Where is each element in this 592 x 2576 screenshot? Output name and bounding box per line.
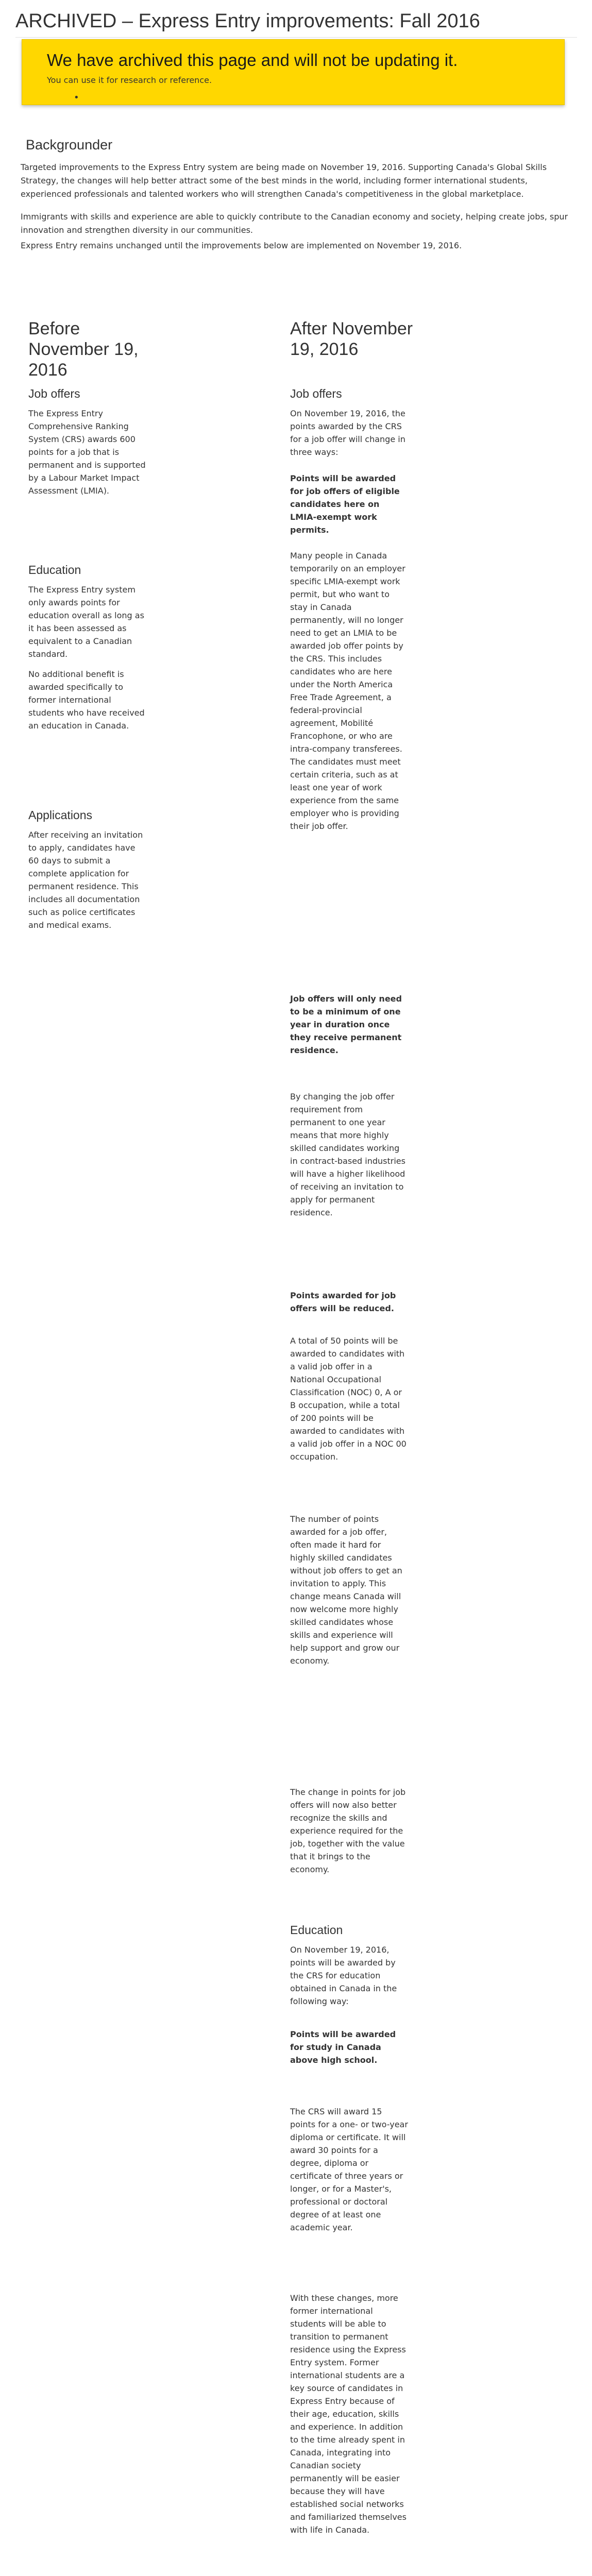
after-job-offers-point-2: Job offers will only need to be a minimum of one year in duration once they receive permanent residence. <box>290 994 402 1055</box>
after-education-intro: On November 19, 2016, points will be awarded by the CRS for education obtained in Canada in the following way: <box>290 1945 397 2006</box>
before-applications-text: After receiving an invitation to apply, candidates have 60 days to submit a complete application for permanent residence. This includes all documentation such as police certificates and medical exams. <box>28 830 143 930</box>
backgrounder-heading: Backgrounder <box>26 137 113 152</box>
before-education-section <box>28 563 147 732</box>
before-job-offers-section <box>28 386 147 497</box>
backgrounder-paragraph-1: Targeted improvements to the Express Entry system are being made on November 19, 2016. Supporting Canada's Global Skills Strategy, the changes will help better attract some of the best minds in the world, including former international students, experienced professionals and talented workers who will strengthen Canada's competitiveness in the global marketplace. <box>21 162 547 199</box>
after-job-offers-text-3: A total of 50 points will be awarded to candidates with a valid job offer in a National Occupational Classification (NOC) 0, A or B occupation, while a total of 200 points will be awarded to candidates with a valid job offer in a NOC 00 occupation. <box>290 1336 407 1462</box>
after-job-offers-point-1: Points will be awarded for job offers of eligible candidates here on LMIA-exempt work permits. <box>290 473 400 535</box>
after-education-point-1: Points will be awarded for study in Canada above high school. <box>290 2029 396 2065</box>
after-education-text-1: The CRS will award 15 points for a one- or two-year diploma or certificate. It will award 30 points for a degree, diploma or certificate of three years or longer, or for a Master's, professional or doctoral degree of at least one academic year. <box>290 2107 408 2232</box>
before-education-text-1: The Express Entry system only awards points for education overall as long as it has been assessed as equivalent to a Canadian standard. <box>28 585 144 659</box>
before-education-text-2: No additional benefit is awarded specifically to former international students who have received an education in Canada. <box>28 669 145 731</box>
after-education-heading: Education <box>290 1923 343 1937</box>
after-job-offers-point-3: Points awarded for job offers will be reduced. <box>290 1291 396 1313</box>
after-job-offers-text-4: The number of points awarded for a job offer, often made it hard for highly skilled candidates without job offers to get an invitation to apply. This change means Canada will now welcome more highly skilled candidates whose skills and experience will help support and grow our economy. <box>290 1514 402 1666</box>
archived-notice-text: You can use it for research or reference. <box>47 75 212 85</box>
after-job-offers-text-2: By changing the job offer requirement from permanent to one year means that more highly skilled candidates working in contract-based industries will have a higher likelihood of receiving an invitation to apply for permanent residence. <box>290 1092 405 1217</box>
archived-notice-banner <box>22 39 565 105</box>
backgrounder-paragraph-2: Immigrants with skills and experience are able to quickly contribute to the Canadian economy and society, helping create jobs, spur innovation and strengthen diversity in our communities. <box>21 212 568 235</box>
after-job-offers-intro: On November 19, 2016, the points awarded by the CRS for a job offer will change in three ways: <box>290 409 405 457</box>
before-applications-section <box>28 808 147 931</box>
after-job-offers-heading-block <box>290 386 409 459</box>
after-job-offers-text-1: Many people in Canada temporarily on an employer specific LMIA-exempt work permit, but who want to stay in Canada permanently, will no longer need to get an LMIA to be awarded job offer points by the CRS. This includes candidates who are here under the North America Free Trade Agreement, a federal-provincial agreement, Mobilité Francophone, or who are intra-company transferees. The candidates must meet certain criteria, such as at least one year of work experience from the same employer who is providing their job offer. <box>290 551 405 831</box>
before-column <box>28 318 162 380</box>
backgrounder-paragraph-3: Express Entry remains unchanged until the improvements below are implemented on November 19, 2016. <box>21 241 462 250</box>
after-education-heading-block <box>290 1923 409 2008</box>
after-job-offers-text-5: The change in points for job offers will now also better recognize the skills and experience required for the job, together with the value that it brings to the economy. <box>290 1787 406 1874</box>
bullet-icon: • <box>74 92 79 103</box>
archived-notice-heading: We have archived this page and will not be updating it. <box>47 50 458 70</box>
before-column-title: Before November 19, 2016 <box>28 319 139 380</box>
before-job-offers-text: The Express Entry Comprehensive Ranking System (CRS) awards 600 points for a job that is permanent and is supported by a Labour Market Impact Assessment (LMIA). <box>28 409 146 496</box>
after-column <box>290 318 424 360</box>
before-applications-heading: Applications <box>28 808 93 822</box>
before-job-offers-heading: Job offers <box>28 387 80 400</box>
after-education-text-2: With these changes, more former international students will be able to transition to permanent residence using the Express Entry system. Former international students are a key source of candidates in Express Entry because of their age, education, skills and experience. In addition to the time already spent in Canada, integrating into Canadian society permanently will be easier because they will have established social networks and familiarized themselves with life in Canada. <box>290 2293 407 2535</box>
page-title: ARCHIVED – Express Entry improvements: Fall 2016 <box>15 9 577 38</box>
after-job-offers-heading: Job offers <box>290 387 342 400</box>
after-column-title: After November 19, 2016 <box>290 319 413 359</box>
before-education-heading: Education <box>28 563 81 577</box>
